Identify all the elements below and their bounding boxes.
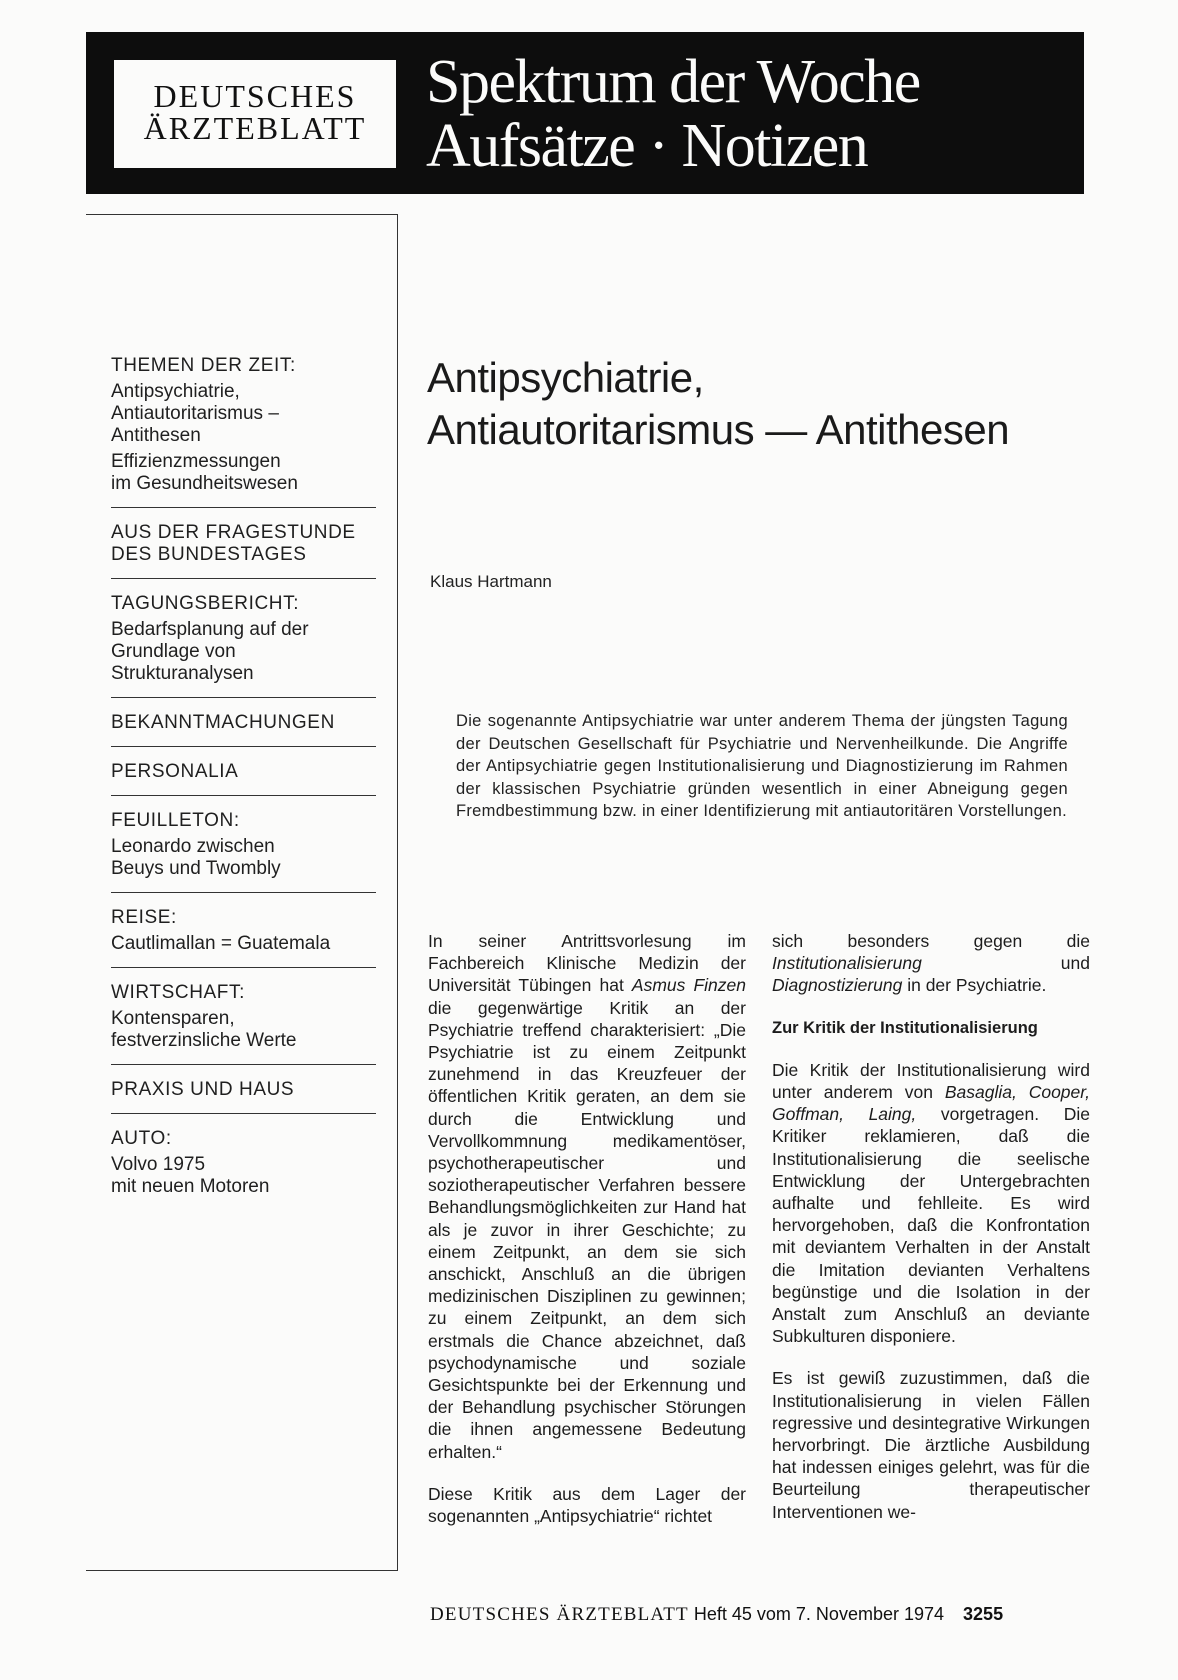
article-lead: Die sogenannte Antipsychiatrie war unter anderem Thema der jüngsten Tagung der Deutschen Gesellschaft für Psychiatrie und Nervenheilkunde. Die Angriffe der Antipsychiatrie gegen Institutionalisierung und Diagnostizierung im Rahmen der klassischen Psychiatrie gründen wesentlich in einer Abneigung gegen Fremdbestimmung bzw. in einer Identifizierung mit antiautoritären Vorstellungen. — [456, 712, 1068, 820]
text-run: In seiner Antrittsvorlesung im Fachbereich Klinische Medizin der Universität Tübingen hat — [428, 931, 746, 996]
body-column-left — [428, 930, 746, 1547]
cited-name: Asmus Finzen — [631, 975, 746, 996]
contents-heading: AUTO: — [111, 1128, 172, 1149]
footer-issue: Heft 45 vom 7. November 1974 — [693, 1604, 945, 1624]
contents-entry-line: Antipsychiatrie, — [111, 381, 240, 402]
contents-entry-line: Antiautoritarismus – — [111, 403, 279, 424]
contents-entry-line: Volvo 1975 — [111, 1154, 206, 1175]
contents-section — [111, 593, 381, 685]
article-title-line-1: Antipsychiatrie, — [427, 354, 704, 401]
contents-entry-line: festverzinsliche Werte — [111, 1030, 297, 1051]
contents-section — [111, 712, 381, 734]
text-run: Die Kritik der Institutionalisierung wird unter anderem von — [772, 1059, 1090, 1103]
contents-entry-line: Strukturanalysen — [111, 663, 254, 684]
logo-line-1: DEUTSCHES — [153, 78, 357, 114]
section-title — [426, 50, 920, 178]
contents-entry-line: mit neuen Motoren — [111, 1176, 270, 1197]
footer-journal-name: DEUTSCHES ÄRZTEBLATT — [430, 1604, 689, 1625]
contents-heading: FEUILLETON: — [111, 810, 240, 831]
contents-section — [111, 761, 381, 783]
contents-sidebar — [86, 214, 398, 1571]
contents-entry — [111, 836, 381, 880]
contents-entry — [111, 619, 381, 685]
text-run: sich besonders gegen die — [772, 931, 1090, 951]
author-name: Klaus Hartmann — [430, 572, 552, 591]
contents-entry-line: Grundlage von — [111, 641, 236, 662]
contents-entry — [111, 381, 381, 447]
section-divider — [111, 892, 376, 893]
contents-heading: PRAXIS UND HAUS — [111, 1079, 295, 1100]
contents-entry — [111, 933, 381, 955]
contents-entry — [111, 1154, 381, 1198]
text-run: und — [921, 953, 1090, 974]
logo-line-2: ÄRZTEBLATT — [143, 110, 367, 146]
section-divider — [111, 1064, 376, 1065]
contents-entry-line: Beuys und Twombly — [111, 858, 281, 879]
body-paragraph — [428, 930, 746, 1463]
section-title-line-2: Aufsätze · Notizen — [426, 112, 868, 180]
contents-heading: WIRTSCHAFT: — [111, 982, 245, 1003]
contents-list — [111, 355, 381, 1198]
subheading: Zur Kritik der Institutionalisierung — [772, 1018, 1038, 1037]
section-divider — [111, 1113, 376, 1114]
contents-heading — [111, 522, 381, 566]
section-divider — [111, 578, 376, 579]
section-divider — [111, 697, 376, 698]
contents-entry-line: Antithesen — [111, 425, 201, 446]
text-run: die gegenwärtige Kritik an der Psychiatrie treffend charakterisiert: „Die Psychiatrie ist zu einem Zeitpunkt zunehmend in das Kreuzfeuer der öffentlichen Kritik geraten, an dem sie durch die Entwicklung und Vervollkommnung medikamentöser, psychotherapeutischer und soziotherapeutischer Verfahren bessere Behandlungsmöglichkeiten zur Hand hat als je zuvor in ihrer Geschichte; zu einem Zeitpunkt, an dem sie sich anschickt, Anschluß an die übrigen medizinischen Disziplinen zu gewinnen; zu einem Zeitpunkt, an dem sich erstmals die Chance abzeichnet, daß psychodynamische und soziale Gesichtspunkte bei der Erkennung und der Behandlung psychischer Störungen die ihnen angemessene Bedeutung erhalten.“ — [428, 997, 746, 1462]
contents-section — [111, 522, 381, 566]
cited-names: Basaglia, Cooper, Goffman, Laing, — [772, 1082, 1090, 1125]
emphasis: Diagnostizierung — [772, 975, 903, 996]
section-divider — [111, 795, 376, 796]
section-divider — [111, 967, 376, 968]
contents-heading: TAGUNGSBERICHT: — [111, 593, 300, 614]
article-title — [427, 352, 1107, 456]
contents-section — [111, 810, 381, 880]
contents-section — [111, 1079, 381, 1101]
page-footer — [430, 1604, 1003, 1626]
contents-heading: BEKANNTMACHUNGEN — [111, 712, 335, 733]
body-paragraph: Es ist gewiß zuzustimmen, daß die Institutionalisierung in vielen Fällen regressive und desintegrative Wirkungen hervorbringt. Die ärztliche Ausbildung hat indessen einiges gelehrt, was für die Beurteilung therapeutischer Interventionen we- — [772, 1368, 1090, 1522]
contents-entry-line: Cautlimallan = Guatemala — [111, 933, 331, 954]
contents-heading-line: AUS DER FRAGESTUNDE — [111, 522, 356, 543]
contents-heading: PERSONALIA — [111, 761, 239, 782]
contents-section — [111, 1128, 381, 1198]
contents-entry — [111, 451, 381, 495]
text-run: vorgetragen. Die Kritiker reklamieren, daß die Institutionalisierung die seelische Entwicklung der Untergebrachten aufhalte und fehlleite. Es wird hervorgehoben, daß die Konfrontation mit deviantem Verhalten in der Anstalt die Imitation devianten Verhaltens begünstige und die Isolation in der Anstalt zum Anschluß an deviante Subkulturen disponiere. — [772, 1104, 1090, 1347]
contents-entry-line: Leonardo zwischen — [111, 836, 275, 857]
body-paragraph: Diese Kritik aus dem Lager der sogenannten „Antipsychiatrie“ richtet — [428, 1483, 746, 1527]
body-paragraph — [772, 930, 1090, 997]
text-run: in der Psychiatrie. — [902, 975, 1047, 996]
contents-entry — [111, 1008, 381, 1052]
contents-section — [111, 907, 381, 955]
article-title-line-2: Antiautoritarismus — Antithesen — [427, 406, 1010, 453]
contents-heading: THEMEN DER ZEIT: — [111, 355, 296, 376]
section-divider — [111, 507, 376, 508]
contents-section — [111, 355, 381, 495]
page-number: 3255 — [963, 1604, 1004, 1624]
contents-entry-line: im Gesundheitswesen — [111, 473, 298, 494]
masthead — [86, 32, 1084, 194]
journal-logo — [114, 60, 396, 168]
contents-entry-line: Effizienzmessungen — [111, 451, 281, 472]
emphasis: Institutionalisierung — [772, 953, 922, 974]
body-paragraph — [772, 1059, 1090, 1348]
contents-heading: REISE: — [111, 907, 177, 928]
body-column-right — [772, 930, 1090, 1543]
contents-section — [111, 982, 381, 1052]
contents-heading-line: DES BUNDESTAGES — [111, 544, 307, 565]
contents-entry-line: Bedarfsplanung auf der — [111, 619, 309, 640]
contents-entry-line: Kontensparen, — [111, 1008, 235, 1029]
section-divider — [111, 746, 376, 747]
section-title-line-1: Spektrum der Woche — [426, 48, 920, 116]
